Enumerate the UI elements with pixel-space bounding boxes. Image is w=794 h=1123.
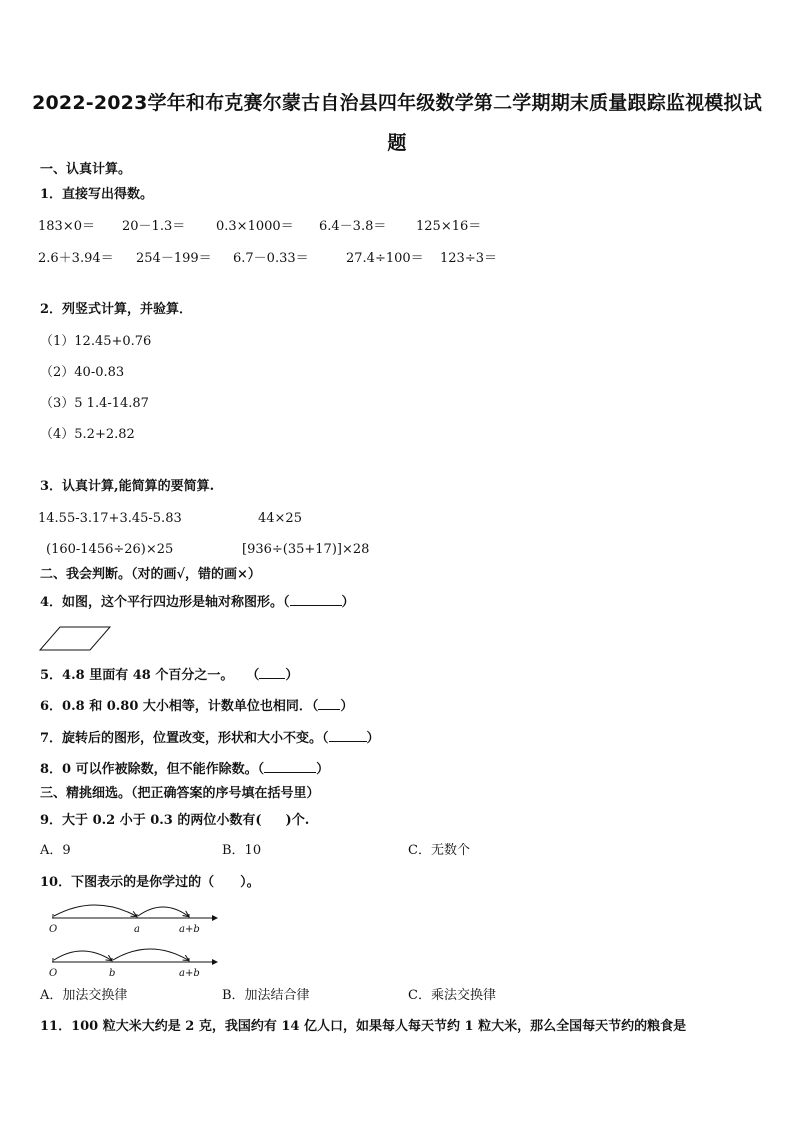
question-6-text: 6．0.8 和 0.80 大小相等，计数单位也相同．（ [40, 699, 319, 714]
question-7-text: 7．旋转后的图形，位置改变，形状和大小不变。（ [40, 731, 329, 746]
answer-blank[interactable] [329, 729, 367, 742]
tick-label: a [134, 924, 140, 935]
question-8-text: 8．0 可以作被除数，但不能作除数。（ [40, 762, 265, 777]
tick-label: O [49, 924, 58, 935]
tick-label: a+b [179, 968, 200, 979]
number-line-diagram-2 [36, 940, 222, 984]
jump-arc [54, 905, 136, 916]
mental-calc-item: 123÷3＝ [440, 251, 497, 266]
mental-calc-item: 20－1.3＝ [122, 219, 186, 234]
question-1-stem: 1．直接写出得数。 [40, 187, 154, 202]
question-5-close: ） [285, 668, 299, 683]
jump-arc [138, 907, 188, 916]
answer-blank[interactable] [264, 760, 316, 773]
answer-blank[interactable] [262, 812, 286, 824]
question-5 [40, 666, 298, 684]
question-10-stem: 10．下图表示的是你学过的（ ）。 [40, 875, 260, 890]
option-c[interactable]: C．无数个 [408, 843, 470, 858]
vertical-calc-item: （3）5 1.4-14.87 [40, 396, 149, 411]
question-4-close: ） [341, 595, 355, 610]
question-9-close: )个. [285, 813, 310, 828]
parallelogram-figure [40, 626, 112, 652]
tick-label: b [109, 968, 116, 979]
mental-calc-item: 2.6＋3.94＝ [38, 251, 114, 266]
question-6-close: ） [340, 699, 354, 714]
vertical-calc-item: （1）12.45+0.76 [40, 334, 152, 349]
exam-title-line1: 2022-2023学年和布克赛尔蒙古自治县四年级数学第二学期期末质量跟踪监视模拟试 [32, 92, 762, 114]
mental-calc-item: 0.3×1000＝ [216, 219, 294, 234]
question-4-text: 4．如图，这个平行四边形是轴对称图形。（ [40, 595, 290, 610]
arrow-head-icon [212, 959, 218, 965]
number-line-diagram-1 [36, 896, 222, 940]
answer-blank[interactable] [290, 593, 342, 606]
section-1-heading: 一、认真计算。 [40, 162, 132, 177]
section-3-heading: 三、精挑细选。（把正确答案的序号填在括号里） [40, 786, 320, 801]
question-7-close: ） [366, 731, 380, 746]
exam-title-line2: 题 [387, 132, 407, 154]
jump-arc [54, 951, 111, 960]
parallelogram-shape [40, 627, 110, 650]
question-11-stem: 11．100 粒大米大约是 2 克，我国约有 14 亿人口，如果每人每天节约 1 粒大米，那么全国每天节约的粮食是 [40, 1019, 687, 1034]
simplify-calc-item: (160-1456÷26)×25 [46, 542, 174, 557]
question-7 [40, 729, 380, 747]
option-a[interactable]: A．9 [40, 843, 71, 858]
option-b[interactable]: B．加法结合律 [222, 988, 310, 1003]
question-6 [40, 697, 353, 715]
question-4 [40, 593, 355, 611]
question-9-text: 9．大于 0.2 小于 0.3 的两位小数有( [40, 813, 262, 828]
arrow-head-icon [212, 915, 218, 921]
mental-calc-item: 254－199＝ [136, 251, 212, 266]
option-a[interactable]: A．加法交换律 [40, 988, 128, 1003]
mental-calc-item: 125×16＝ [416, 219, 482, 234]
mental-calc-item: 6.4－3.8＝ [319, 219, 387, 234]
option-b[interactable]: B．10 [222, 843, 262, 858]
question-5-text: 5．4.8 里面有 48 个百分之一。 （ [40, 668, 260, 683]
mental-calc-item: 183×0＝ [38, 219, 95, 234]
option-c[interactable]: C．乘法交换律 [408, 988, 496, 1003]
mental-calc-item: 27.4÷100＝ [346, 251, 424, 266]
question-8 [40, 760, 329, 778]
answer-blank[interactable] [259, 666, 285, 679]
question-8-close: ） [316, 762, 330, 777]
vertical-calc-item: （4）5.2+2.82 [40, 427, 135, 442]
tick-label: O [49, 968, 58, 979]
simplify-calc-item: 44×25 [258, 511, 302, 526]
simplify-calc-item: [936÷(35+17)]×28 [242, 542, 370, 557]
jump-arc [113, 949, 188, 960]
section-2-heading: 二、我会判断。（对的画√，错的画×） [40, 567, 261, 582]
question-3-stem: 3．认真计算,能简算的要简算. [40, 479, 215, 494]
question-9-stem [40, 812, 309, 829]
answer-blank[interactable] [318, 697, 340, 710]
vertical-calc-item: （2）40-0.83 [40, 365, 125, 380]
question-2-stem: 2．列竖式计算，并验算． [40, 302, 193, 317]
tick-label: a+b [179, 924, 200, 935]
simplify-calc-item: 14.55-3.17+3.45-5.83 [38, 511, 182, 526]
mental-calc-item: 6.7－0.33＝ [233, 251, 309, 266]
